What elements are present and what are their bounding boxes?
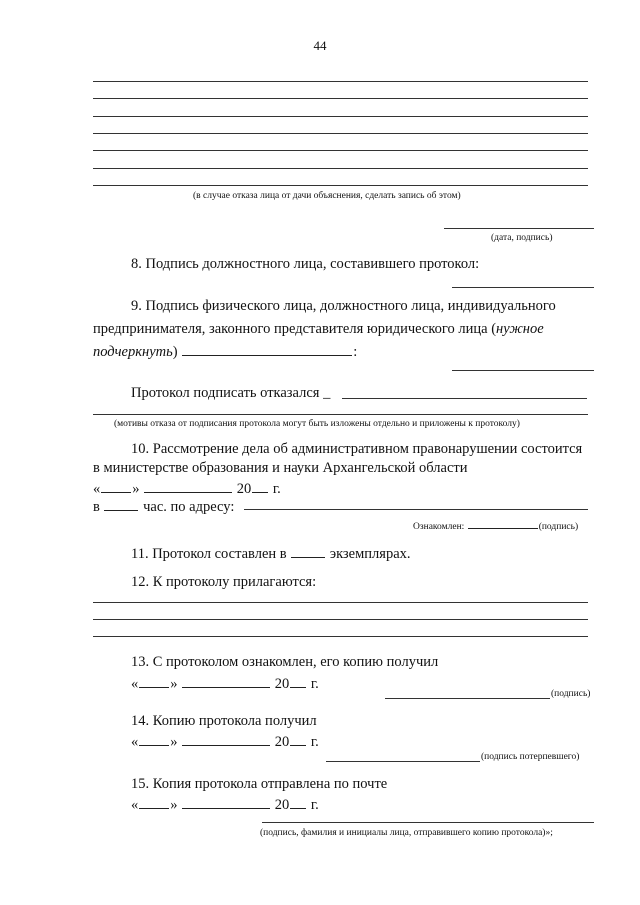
section-12-text: 12. К протоколу прилагаются: [131,574,317,590]
section-11-text-b: экземплярах. [329,546,411,562]
section-13-signature-caption: (подпись) [551,689,591,699]
section-11-copies-blank[interactable] [291,544,325,558]
section-11-text-a: 11. Протокол составлен в [131,546,287,562]
section-15-signature-caption: (подпись, фамилия и инициалы лица, отправившего копию протокола)»; [260,828,553,838]
section-10-hour-text: час. по адресу: [143,499,235,515]
explanation-line-6[interactable] [93,168,588,169]
section-13-month-blank[interactable] [182,674,270,688]
section-10-address-line[interactable] [244,509,588,510]
section-9-close-paren: ) [172,344,178,360]
section-9-line-2 [93,322,594,337]
section-13-year-prefix: 20 [274,676,290,692]
section-9-underline-note: нужное [496,321,544,337]
section-14-quote-open: « [131,734,139,750]
date-signature-caption: (дата, подпись) [491,233,553,243]
section-13-text: 13. С протоколом ознакомлен, его копию получил [131,654,439,670]
section-10-year-prefix: 20 [236,481,252,497]
section-13-year-blank[interactable] [290,674,306,688]
section-10-address-row [93,497,234,515]
refused-underscore: _ [323,385,331,401]
section-11-text [131,544,411,562]
section-14-year-blank[interactable] [290,732,306,746]
section-9-signature-line[interactable] [452,370,594,371]
explanation-line-1[interactable] [93,81,588,82]
section-15-day-blank[interactable] [139,795,169,809]
section-10-month-blank[interactable] [144,479,232,493]
section-13-quote-close: » [170,676,178,692]
section-10-line-1: 10. Рассмотрение дела об административном правонарушении состоится [131,441,583,457]
section-14-signature-line[interactable] [326,761,480,762]
section-15-year-blank[interactable] [290,795,306,809]
explanation-line-5[interactable] [93,150,588,151]
section-14-month-blank[interactable] [182,732,270,746]
section-9-line-1 [131,299,594,314]
section-10-year-suffix: г. [269,481,281,497]
section-15-quote-open: « [131,797,139,813]
section-10-hour-blank[interactable] [104,497,138,511]
section-14-date [131,732,319,750]
section-9-signature-blank[interactable] [182,342,352,356]
explanation-line-2[interactable] [93,98,588,99]
attachments-line-3[interactable] [93,636,588,637]
section-15-date [131,795,319,813]
explanation-line-4[interactable] [93,133,588,134]
section-13-signature-line[interactable] [385,698,550,699]
section-13-day-blank[interactable] [139,674,169,688]
motives-line[interactable] [93,414,588,415]
section-10-quote-open: « [93,481,101,497]
section-10-familiar-blank[interactable] [468,519,538,529]
explanation-caption: (в случае отказа лица от дачи объяснения, сделать запись об этом) [193,191,461,201]
section-10-in-prefix: в [93,499,100,515]
section-10-year-blank[interactable] [252,479,268,493]
date-signature-line[interactable] [444,228,594,229]
section-9-line-2-text: предпринимателя, законного представителя юридического лица ( [93,321,497,337]
section-14-quote-close: » [170,734,178,750]
attachments-line-1[interactable] [93,602,588,603]
section-10-familiar-sig: (подпись) [538,522,579,532]
section-8-signature-line[interactable] [452,287,594,288]
refused-label: Протокол подписать отказался [131,385,320,401]
section-10-day-blank[interactable] [101,479,131,493]
section-10-date [93,479,281,497]
section-9-colon: : [353,344,358,360]
section-13-date [131,674,319,692]
section-15-quote-close: » [170,797,178,813]
section-9-line-1-text: 9. Подпись физического лица, должностного лица, индивидуального [131,298,556,314]
attachments-line-2[interactable] [93,619,588,620]
section-14-text: 14. Копию протокола получил [131,713,317,729]
section-14-signature-caption: (подпись потерпевшего) [481,752,580,762]
motives-caption: (мотивы отказа от подписания протокола могут быть изложены отдельно и приложены к протоколу) [114,419,520,429]
section-15-year-prefix: 20 [274,797,290,813]
explanation-line-3[interactable] [93,116,588,117]
page-number: 44 [313,38,327,53]
section-10-familiar-label: Ознакомлен: [413,522,465,532]
section-15-signature-line[interactable] [262,822,594,823]
section-14-year-prefix: 20 [274,734,290,750]
section-9-underline-word: подчеркнуть [93,344,173,360]
section-10-familiar [413,519,578,532]
section-10-line-2: в министерстве образования и науки Архангельской области [93,460,468,476]
refused-line[interactable] [342,398,587,399]
section-9-line-3 [93,342,357,360]
section-15-year-suffix: г. [307,797,319,813]
refused-text [131,386,330,401]
section-13-year-suffix: г. [307,676,319,692]
section-14-day-blank[interactable] [139,732,169,746]
explanation-line-7[interactable] [93,185,588,186]
section-15-month-blank[interactable] [182,795,270,809]
section-14-year-suffix: г. [307,734,319,750]
section-15-text: 15. Копия протокола отправлена по почте [131,776,388,792]
section-10-quote-close: » [132,481,140,497]
section-8-text: 8. Подпись должностного лица, составившего протокол: [131,256,480,272]
section-13-quote-open: « [131,676,139,692]
